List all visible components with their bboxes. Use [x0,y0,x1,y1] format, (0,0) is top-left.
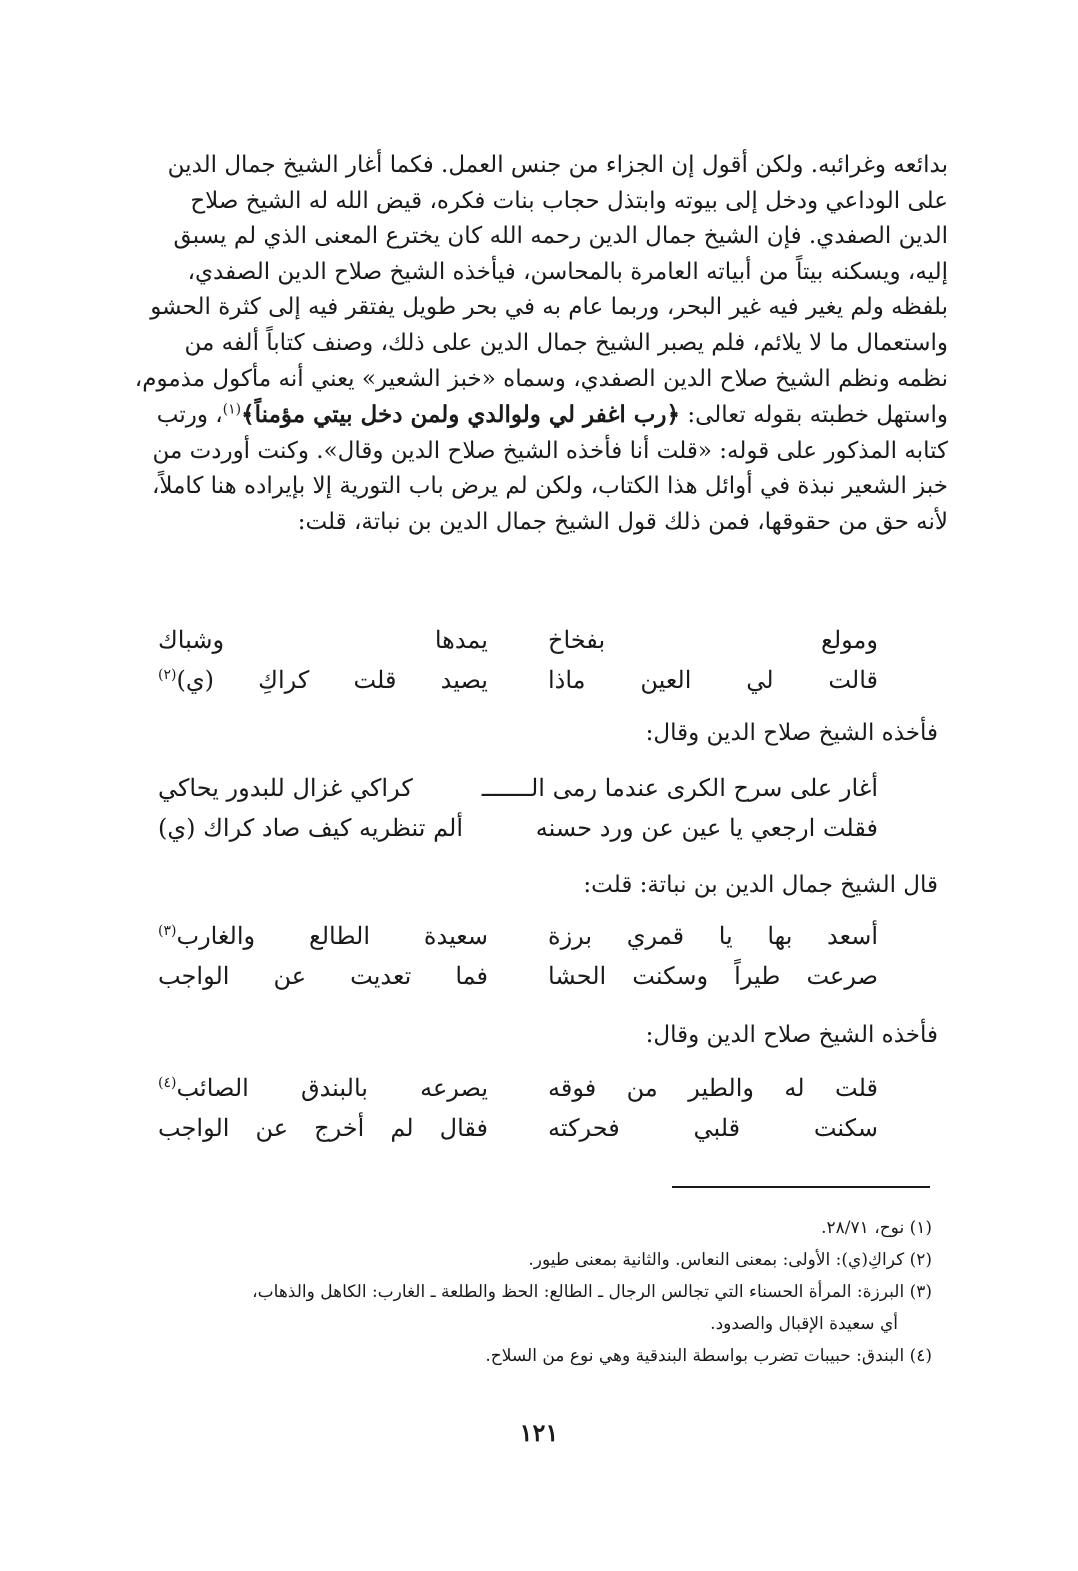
text-line: الدين الصفدي. فإن الشيخ جمال الدين رحمه الله كان يخترع المعنى الذي لم يسبق [173,223,948,250]
verse-line [158,620,878,660]
text-line [130,397,948,434]
poem-ibn-nubata-2 [158,916,878,996]
text-line: على الوداعي ودخل إلى بيوته وابتذل حجاب بنات فكره، قيض الله له الشيخ صلاح [190,187,948,214]
poem-safadi-1 [158,768,878,848]
footnote: (٣) البرزة: المرأة الحسناء التي تجالس الرجال ـ الطالع: الحظ والطلعة ـ الغارب: الكاهل والذهاب، [252,1282,932,1302]
verse-second-hemistich [158,916,488,956]
footnote-separator [672,1186,930,1188]
verse-line [158,768,878,808]
text-line: واستعمال ما لا يلائم، فلم يصبر الشيخ جمال الدين على ذلك، وصنف كتاباً ألفه من [184,329,948,356]
text-line: بلفظه ولم يغير فيه غير البحر، وربما عام به في بحر طويل يفتقر فيه إلى كثرة الحشو [150,294,948,321]
verse-line [158,956,878,996]
hemistich-text: سعيدة الطالع والغارب [176,922,488,950]
footnote-marker: (١) [222,401,242,418]
main-paragraph [130,148,948,541]
verse-line [158,916,878,956]
verse-line [158,1108,878,1148]
verse-line [158,808,878,848]
verse-line [158,1068,878,1108]
text-line: لأنه حق من حقوقها، فمن ذلك قول الشيخ جمال الدين بن نباتة، قلت: [297,508,948,535]
verse-first-hemistich: قالت لي العين ماذا [548,666,878,694]
footnote-continuation: أي سعيدة الإقبال والصدود. [710,1314,898,1334]
verse-second-hemistich [158,1068,488,1108]
text-run: ، ورتب [156,402,223,429]
text-line: نظمه ونظم الشيخ صلاح الدين الصفدي، وسماه «خبز الشعير» يعني أنه مأكول مذموم، [134,365,948,392]
text-line: كتابه المذكور على قوله: «قلت أنا فأخذه الشيخ صلاح الدين وقال». وكنت أوردت من [152,437,948,464]
footnote: (١) نوح، ٢٨/٧١. [821,1218,932,1238]
attribution-label: قال الشيخ جمال الدين بن نباتة: قلت: [583,872,938,898]
verse-first-hemistich: فقلت ارجعي يا عين عن ورد حسنه [535,814,878,842]
page-number: ١٢١ [519,1418,559,1447]
footnotes [132,1212,932,1372]
verse-second-hemistich: كراكي غزال للبدور يحاكي [158,774,413,802]
text-line: إليه، ويسكنه بيتاً من أبياته العامرة بالمحاسن، فيأخذه الشيخ صلاح الدين الصفدي، [187,258,948,285]
attribution-label: فأخذه الشيخ صلاح الدين وقال: [645,720,938,746]
text-line: خبز الشعير نبذة في أوائل هذا الكتاب، ولكن لم يرض باب التورية إلا بإيراده هنا كاملاً، [151,473,948,500]
verse-second-hemistich: يمدها وشباك [158,626,488,654]
verse-first-hemistich: صرعت طيراً وسكنت الحشا [548,962,878,990]
verse-second-hemistich: فما تعديت عن الواجب [158,962,488,990]
footnote: (٤) البندق: حبيبات تضرب بواسطة البندقية وهي نوع من السلاح. [485,1346,932,1366]
hemistich-text: يصرعه بالبندق الصائب [176,1074,488,1102]
footnote-marker: (٢) [158,667,177,683]
verse-first-hemistich: أسعد بها يا قمري برزة [548,922,878,950]
verse-second-hemistich: ألم تنظريه كيف صاد كراك (ي) [158,814,464,842]
poem-ibn-nubata-1 [158,620,878,700]
verse-first-hemistich: سكنت قلبي فحركته [548,1114,878,1142]
poem-safadi-2 [158,1068,878,1148]
verse-first-hemistich: قلت له والطير من فوقه [548,1074,878,1102]
quran-quote: ﴿رب اغفر لي ولوالدي ولمن دخل بيتي مؤمناً﴾ [241,401,681,429]
text-run: واستهل خطبته بقوله تعالى: [680,402,948,429]
attribution-label: فأخذه الشيخ صلاح الدين وقال: [645,1022,938,1048]
footnote-marker: (٤) [158,1075,177,1091]
verse-second-hemistich: فقال لم أخرج عن الواجب [158,1114,488,1142]
verse-first-hemistich: أغار على سرح الكرى عندما رمى الـــــــ [481,774,878,802]
verse-first-hemistich: ومولع بفخاخ [548,626,878,654]
verse-line [158,660,878,700]
hemistich-text: يصيد قلت كراكِ (ي) [176,666,488,694]
footnote: (٢) كراكِ(ي): الأولى: بمعنى النعاس. والثانية بمعنى طيور. [528,1250,932,1270]
text-line: بدائعه وغرائبه. ولكن أقول إن الجزاء من جنس العمل. فكما أغار الشيخ جمال الدين [167,152,948,178]
verse-second-hemistich [158,660,488,700]
footnote-marker: (٣) [158,923,177,939]
